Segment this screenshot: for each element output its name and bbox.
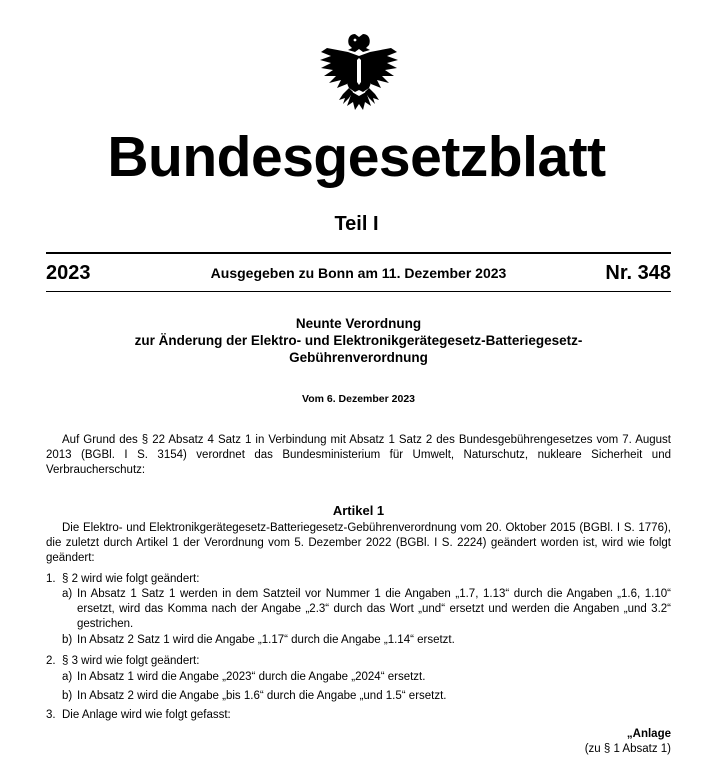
item-text: In Absatz 2 wird die Angabe „bis 1.6“ durch die Angabe „und 1.5“ ersetzt. — [77, 690, 447, 702]
item-text: In Absatz 2 Satz 1 wird die Angabe „1.17“ durch die Angabe „1.14“ ersetzt. — [77, 634, 455, 646]
item-number: a) — [62, 588, 73, 600]
list-item — [46, 572, 671, 587]
title-line: zur Änderung der Elektro- und Elektronikgerätegesetz-Batteriegesetz- — [134, 333, 583, 348]
annex-reference: (zu § 1 Absatz 1) — [584, 743, 671, 755]
list-item — [62, 689, 671, 704]
part-label: Teil I — [334, 213, 379, 235]
header-rule-top — [46, 252, 671, 254]
item-text: § 3 wird wie folgt geändert: — [62, 655, 200, 667]
article-heading: Artikel 1 — [332, 503, 385, 518]
list-item — [46, 654, 671, 669]
annex-label: „Anlage — [626, 728, 671, 740]
article-intro: Die Elektro- und Elektronikgerätegesetz-Batteriegesetz-Gebührenverordnung vom 20. Oktober 2015 (BGBl. I S. 1776), die zuletzt durch Artikel 1 der Verordnung vom 5. Dezember 2022 (BGBl. I S. 2224) geändert worden ist, wird wie folgt geändert: — [46, 522, 671, 564]
header-rule-bottom — [46, 291, 671, 292]
issue-number: Nr. 348 — [605, 262, 671, 284]
item-number: b) — [62, 634, 73, 646]
item-text: Die Anlage wird wie folgt gefasst: — [62, 709, 231, 721]
list-item — [62, 587, 671, 632]
list-item — [62, 670, 671, 685]
item-text: § 2 wird wie folgt geändert: — [62, 573, 200, 585]
item-number: b) — [62, 690, 73, 702]
title-line: Neunte Verordnung — [295, 316, 422, 331]
item-text: In Absatz 1 Satz 1 werden in dem Satzteil vor Nummer 1 die Angaben „1.7, 1.13“ durch die Angaben „1.6, 1.10“ ersetzt, wird das Komma nach der Angabe „2.3“ durch das Wort „und“ ersetzt und werden die Angaben „und 3.2“ gestrichen. — [77, 588, 671, 630]
item-number: 3. — [46, 709, 56, 721]
issue-year: 2023 — [46, 262, 91, 284]
regulation-date: Vom 6. Dezember 2023 — [301, 393, 416, 405]
item-text: In Absatz 1 wird die Angabe „2023“ durch die Angabe „2024“ ersetzt. — [77, 671, 426, 683]
issue-row — [46, 261, 671, 285]
title-line: Gebührenverordnung — [289, 350, 428, 365]
item-number: 1. — [46, 573, 56, 585]
preamble: Auf Grund des § 22 Absatz 4 Satz 1 in Verbindung mit Absatz 1 Satz 2 des Bundesgebührengesetzes vom 7. August 2013 (BGBl. I S. 3154) verordnet das Bundesministerium für Umwelt, Naturschutz, nukleare Sicherheit und Verbraucherschutz: — [46, 434, 671, 476]
list-item — [46, 708, 671, 723]
federal-eagle-icon — [319, 30, 399, 116]
regulation-title — [46, 315, 671, 366]
list-item — [62, 633, 671, 648]
masthead-title: Bundesgesetzblatt — [107, 125, 606, 189]
annex-header — [585, 727, 671, 757]
item-number: a) — [62, 671, 73, 683]
issue-date: Ausgegeben zu Bonn am 11. Dezember 2023 — [210, 265, 507, 281]
item-number: 2. — [46, 655, 56, 667]
